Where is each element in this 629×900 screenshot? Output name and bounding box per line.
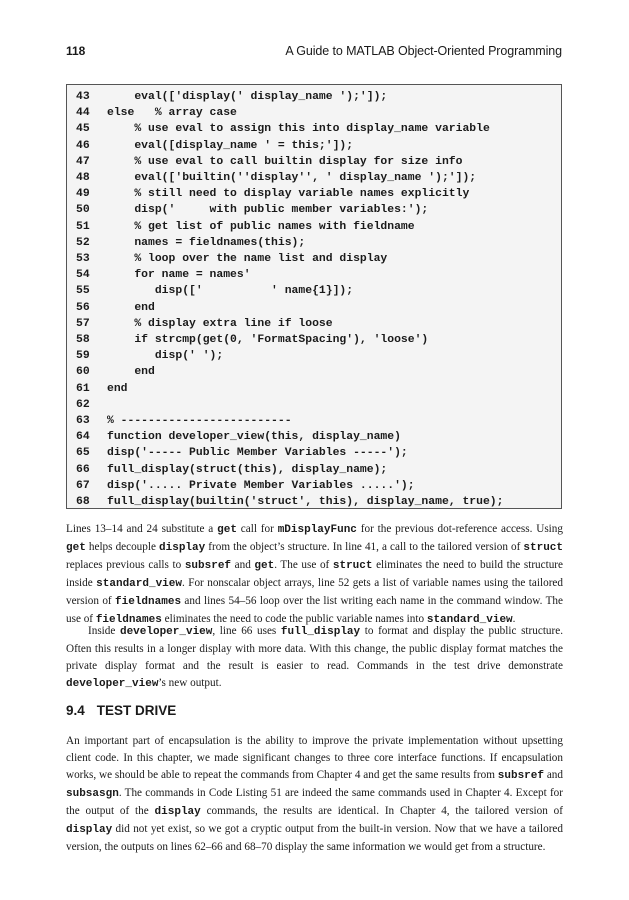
code-text: % display extra line if loose xyxy=(107,317,333,330)
code-term: developer_view xyxy=(66,678,159,690)
line-number: 50 xyxy=(76,204,90,217)
line-number: 64 xyxy=(76,431,90,444)
line-number: 61 xyxy=(76,382,90,395)
code-text: % ------------------------- xyxy=(107,415,292,427)
code-text: eval(['builtin(''display'', ' display_name ');']); xyxy=(107,172,477,184)
line-number: 51 xyxy=(76,220,90,233)
code-term: get xyxy=(217,524,237,536)
line-number: 63 xyxy=(76,415,90,427)
code-term: struct xyxy=(523,542,563,554)
code-text: % still need to display variable names explicitly xyxy=(107,188,470,201)
text-run: replaces previous calls to xyxy=(66,559,185,571)
code-text: eval(['display(' display_name ');']); xyxy=(107,91,388,103)
code-term: fieldnames xyxy=(115,596,182,608)
code-term: display xyxy=(66,824,113,836)
code-term: fieldnames xyxy=(95,614,162,626)
paragraph-developer-view xyxy=(66,623,563,693)
code-text: end xyxy=(107,301,155,314)
text-run: . For nonscalar object arrays, line 52 gets a list of variable names using the tailored version of xyxy=(66,577,563,607)
text-run: to format and display the public structure. Often this results in a longer display with more data. With this change, the public display format matches the private display format and the result is easier to read. Commands in the test drive demonstrate xyxy=(66,625,564,672)
text-run: Lines 13–14 and 24 substitute a xyxy=(66,523,218,535)
text-run: did not yet exist, so we got a cryptic output from the built-in version. Now that we have a tailored version, the outputs on lines 62–66 and 68–70 display the same information we would get from a structure. xyxy=(66,823,563,853)
line-number: 44 xyxy=(76,107,90,120)
line-number: 47 xyxy=(76,155,90,168)
line-number: 46 xyxy=(76,139,90,152)
line-number: 56 xyxy=(76,301,90,314)
code-term: mDisplayFunc xyxy=(277,524,357,536)
text-run: and xyxy=(544,769,563,781)
text-run: call for xyxy=(236,523,278,535)
code-text: eval([display_name ' = this;']); xyxy=(107,139,354,152)
code-term: display xyxy=(159,542,206,554)
code-text: function developer_view(this, display_name) xyxy=(107,431,401,444)
text-run: . The commands in Code Listing 51 are indeed the same commands used in Chapter 4. Except for the output of the xyxy=(66,787,563,817)
text-run: , line 66 uses xyxy=(212,625,281,637)
code-text: % use eval to call builtin display for size info xyxy=(107,155,463,168)
code-text: disp(' with public member variables:'); xyxy=(107,204,429,217)
line-number: 48 xyxy=(76,172,90,184)
text-run: . xyxy=(512,613,516,625)
text-run: helps decouple xyxy=(85,541,160,553)
text-run: eliminates the need to build the structure inside xyxy=(66,559,564,589)
line-number: 59 xyxy=(76,350,90,363)
paragraph-test-drive xyxy=(66,733,563,856)
line-number: 60 xyxy=(76,366,90,379)
code-term: struct xyxy=(332,560,373,572)
code-text: disp('----- Public Member Variables -----'); xyxy=(107,447,408,460)
text-run: . The use of xyxy=(274,559,333,571)
code-listing-box xyxy=(66,84,562,509)
code-term: display xyxy=(154,806,201,818)
code-text: end xyxy=(107,366,155,379)
code-text: end xyxy=(107,382,128,395)
code-term: get xyxy=(254,560,275,572)
line-number: 45 xyxy=(76,123,90,136)
text-run: An important part of encapsulation is the ability to improve the private implementation without upsetting client code. In this chapter, we made significant changes to three core interface functions. If encapsulation works, we should be able to repeat the commands from Chapter 4 and get the same results from xyxy=(66,735,563,781)
code-term: subsasgn xyxy=(66,788,119,800)
code-term: standard_view xyxy=(426,614,513,626)
code-text: for name = names' xyxy=(107,269,251,282)
code-term: developer_view xyxy=(119,626,213,638)
line-number: 65 xyxy=(76,447,90,460)
line-number: 57 xyxy=(76,317,90,330)
code-text: disp('..... Private Member Variables .....'); xyxy=(107,479,415,492)
text-run: ’s new output. xyxy=(158,677,222,689)
line-number: 68 xyxy=(76,496,90,508)
code-text: % get list of public names with fieldname xyxy=(107,220,415,233)
text-run: Inside xyxy=(88,625,120,637)
code-text: disp([' ' name{1}]); xyxy=(107,285,354,298)
code-term: subsref xyxy=(497,770,544,782)
code-text: % use eval to assign this into display_name variable xyxy=(107,123,490,136)
page-number: 118 xyxy=(66,44,86,58)
text-run: from the object’s structure. In line 41, a call to the tailored version of xyxy=(205,541,524,553)
code-text: if strcmp(get(0, 'FormatSpacing'), 'loose') xyxy=(107,334,429,346)
text-run: and lines 54–56 loop over the list writing each name in the command window. The use of xyxy=(66,595,563,625)
line-number: 67 xyxy=(76,479,90,492)
text-run: eliminates the need to code the public variable names into xyxy=(161,613,427,625)
section-number: 9.4 xyxy=(66,703,85,718)
line-number: 58 xyxy=(76,334,90,346)
line-number: 66 xyxy=(76,463,90,476)
code-text: else % array case xyxy=(107,107,237,120)
code-term: get xyxy=(66,542,86,554)
line-number: 49 xyxy=(76,188,90,201)
running-header-title: A Guide to MATLAB Object-Oriented Programming xyxy=(285,44,562,58)
text-run: and xyxy=(231,559,255,571)
code-term: standard_view xyxy=(96,578,182,590)
text-run: commands, the results are identical. In Chapter 4, the tailored version of xyxy=(200,805,563,817)
code-text: % loop over the name list and display xyxy=(107,253,388,265)
paragraph-lines-explanation xyxy=(66,521,563,629)
line-number: 54 xyxy=(76,269,90,282)
section-heading xyxy=(66,703,176,718)
code-text: names = fieldnames(this); xyxy=(107,236,306,249)
code-term: full_display xyxy=(280,626,361,638)
line-number: 62 xyxy=(76,398,90,411)
line-number: 43 xyxy=(76,91,90,103)
line-number: 52 xyxy=(76,236,90,249)
line-number: 55 xyxy=(76,285,90,298)
text-run: for the previous dot-reference access. Using xyxy=(356,523,563,535)
line-number: 53 xyxy=(76,253,90,265)
code-text: full_display(builtin('struct', this), display_name, true); xyxy=(107,496,504,508)
section-title: TEST DRIVE xyxy=(96,703,177,718)
code-text: disp(' '); xyxy=(107,350,224,363)
code-term: subsref xyxy=(184,560,232,572)
code-text: full_display(struct(this), display_name); xyxy=(107,463,388,476)
